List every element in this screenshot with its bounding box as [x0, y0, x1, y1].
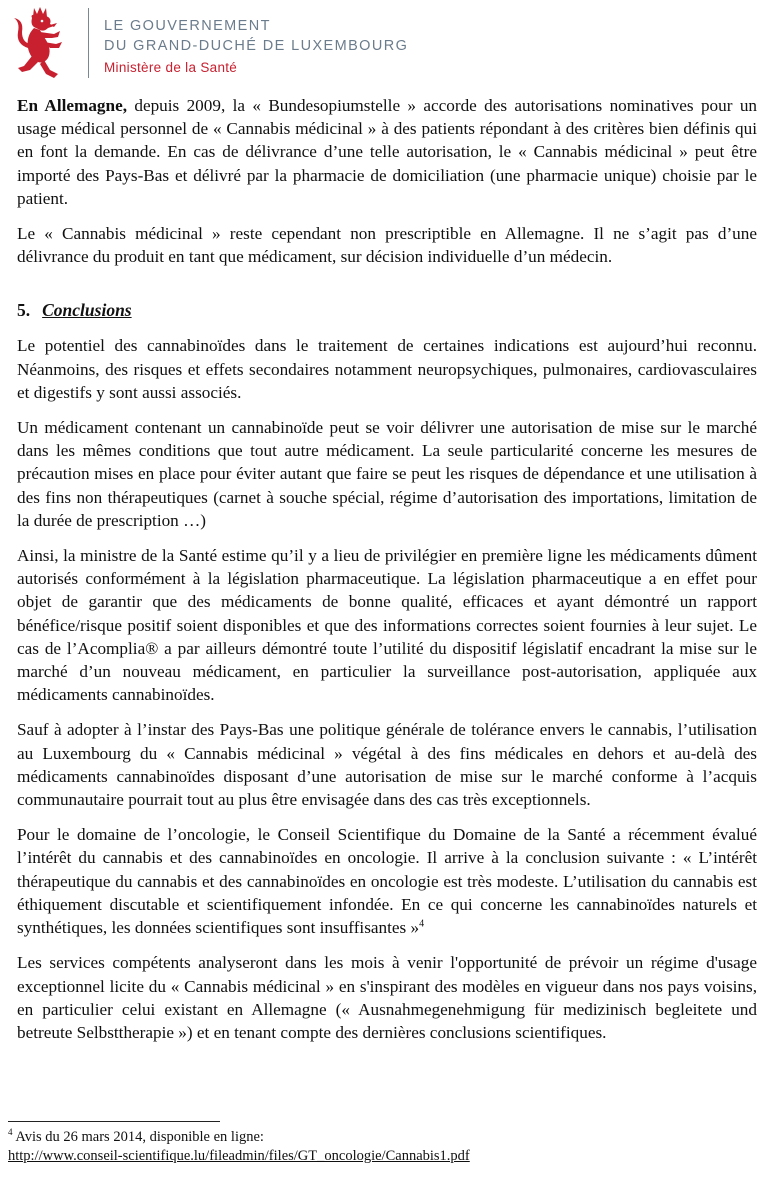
footnote-number: 4: [8, 1127, 13, 1138]
section-heading: [17, 298, 757, 322]
red-lion-icon: [10, 4, 72, 82]
paragraph-text: Pour le domaine de l’oncologie, le Conseil Scientifique du Domaine de la Santé a récemment évalué l’intérêt du cannabis et des cannabinoïdes en oncologie. Il arrive à la conclusion suivante : « L’intérêt thérapeutique du cannabis et des cannabinoïdes en oncologie est très modeste. L’utilisation du cannabis est éthiquement discutable et scientifiquement infondée. En ce qui concerne les cannabinoïdes naturels et synthétiques, les données scientifiques sont insuffisantes »: [17, 825, 757, 938]
government-line-1: LE GOUVERNEMENT: [104, 18, 271, 34]
letterhead: [0, 0, 770, 92]
footnote-link[interactable]: http://www.conseil-scientifique.lu/fileadmin/files/GT_oncologie/Cannabis1.pdf: [8, 1148, 470, 1164]
document-body: [17, 94, 757, 1056]
footnote-divider: [8, 1121, 220, 1122]
paragraph-lead: En Allemagne,: [17, 96, 128, 115]
section-title: Conclusions: [42, 300, 132, 321]
paragraph-netherlands: Sauf à adopter à l’instar des Pays-Bas une politique générale de tolérance envers le cannabis, l’utilisation au Luxembourg du « Cannabis médicinal » végétal à des fins médicales en dehors et au-delà des médicaments cannabinoïdes disposant d’une autorisation de mise sur le marché conforme à l’acquis communautaire pourrait tout au plus être envisagée dans des cas très exceptionnels.: [17, 720, 757, 810]
paragraph-oncology: [17, 823, 757, 939]
footnote: [8, 1128, 470, 1166]
government-line-2: DU GRAND-DUCHÉ DE LUXEMBOURG: [104, 38, 409, 54]
paragraph-text: depuis 2009, la « Bundesopiumstelle » accorde des autorisations nominatives pour un usage médical personnel de « Cannabis médicinal » à des patients répondant à des critères bien définis qui en font la demande. En cas de délivrance d’une telle autorisation, le « Cannabis médicinal » peut être importé des Pays-Bas et délivré par la pharmacie de domiciliation (une pharmacie unique) choisie par le patient.: [17, 96, 758, 208]
letterhead-divider: [88, 8, 89, 78]
paragraph-germany: [17, 94, 757, 210]
paragraph-authorisation: Un médicament contenant un cannabinoïde peut se voir délivrer une autorisation de mise sur le marché dans les mêmes conditions que tout autre médicament. La seule particularité concerne les mesures de précaution mises en place pour éviter autant que faire se peut les risques de dépendance et une utilisation à des fins non thérapeutiques (carnet à souche spécial, régime d’autorisation des importations, limitation de la durée de prescription …): [17, 418, 757, 530]
paragraph-not-prescribable: Le « Cannabis médicinal » reste cependant non prescriptible en Allemagne. Il ne s’agit pas d’une délivrance du produit en tant que médicament, sur décision individuelle d’un médecin.: [17, 224, 757, 267]
ministry-name: Ministère de la Santé: [104, 60, 238, 75]
paragraph-potential: Le potentiel des cannabinoïdes dans le traitement de certaines indications est aujourd’hui reconnu. Néanmoins, des risques et effets secondaires notamment neuropsychiques, pulmonaires, cardiovasculaires et digestifs y sont aussi associés.: [17, 336, 757, 402]
paragraph-minister: Ainsi, la ministre de la Santé estime qu’il y a lieu de privilégier en première ligne les médicaments dûment autorisés conformément à la législation pharmaceutique. La législation pharmaceutique a en effet pour objet de garantir que des médicaments de bonne qualité, efficaces et ayant démontré un rapport bénéfice/risque positif soient disponibles et que des informations correctes soient fournies à leur sujet. Le cas de l’Acomplia® a par ailleurs démontré toute l’utilité du dispositif législatif encadrant la mise sur le marché d’un nouveau médicament, en particulier la surveillance post-autorisation, appliquée aux médicaments cannabinoïdes.: [17, 546, 757, 705]
footnote-reference[interactable]: 4: [419, 918, 425, 930]
footnote-text: Avis du 26 mars 2014, disponible en ligne:: [12, 1129, 264, 1145]
paragraph-services: Les services compétents analyseront dans les mois à venir l'opportunité de prévoir un régime d'usage exceptionnel licite du « Cannabis médicinal » en s'inspirant des modèles en vigueur dans nos pays voisins, en particulier celui existant en Allemagne (« Ausnahmegenehmigung für medizinisch begleitete und betreute Selbsttherapie ») et en tenant compte des dernières conclusions scientifiques.: [17, 953, 757, 1042]
government-name: [104, 16, 408, 56]
section-number: 5.: [17, 300, 31, 321]
